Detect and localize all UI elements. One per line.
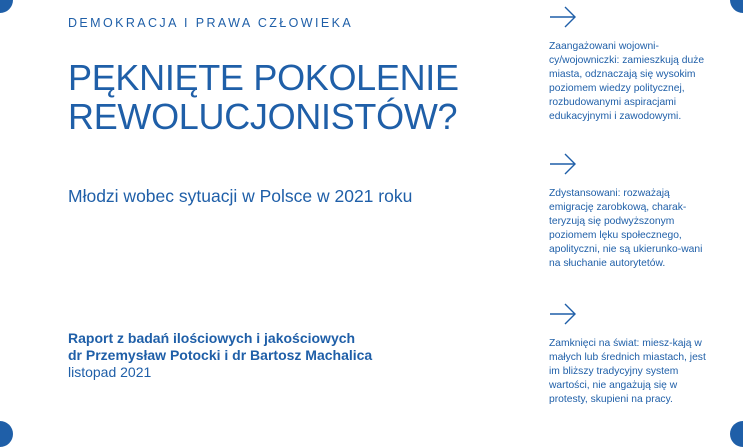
report-authors: dr Przemysław Potocki i dr Bartosz Machalica (68, 347, 373, 363)
segment-item (549, 6, 709, 124)
page-title (68, 58, 538, 136)
title-line-1: PĘKNIĘTE POKOLENIE (68, 57, 459, 98)
arrow-right-icon (549, 303, 577, 325)
corner-decoration (0, 0, 13, 13)
segment-description: Zdystansowani: rozważają emigrację zarobkową, charak-teryzują się podwyższonym poziomem lęku społecznego, apolityczni, nie są ukierunko-wani na słuchanie autorytetów. (549, 188, 703, 269)
report-type: Raport z badań ilościowych i jakościowych (68, 330, 356, 346)
section-kicker: DEMOKRACJA I PRAWA CZŁOWIEKA (68, 16, 354, 30)
corner-decoration (730, 421, 743, 447)
segment-item (549, 153, 709, 271)
segment-description: Zaangażowani wojowni-cy/wojowniczki: zamieszkują duże miasta, odznaczają się wysokim poziomem wiedzy politycznej, rozbudowanymi aspiracjami edukacyjnymi i zawodowymi. (549, 41, 705, 122)
title-line-2: REWOLUCJONISTÓW? (68, 96, 458, 137)
segment-description: Zamknięci na świat: miesz-kają w małych lub średnich miastach, jest im bliższy tradycyjny system wartości, nie angażują się w protesty, skupieni na pracy. (549, 338, 706, 405)
arrow-right-icon (549, 6, 577, 28)
page-subtitle: Młodzi wobec sytuacji w Polsce w 2021 roku (68, 186, 413, 206)
report-info (68, 330, 372, 381)
corner-decoration (0, 421, 13, 447)
arrow-right-icon (549, 153, 577, 175)
segment-item (549, 303, 709, 407)
corner-decoration (730, 0, 743, 13)
report-date: listopad 2021 (68, 364, 152, 380)
